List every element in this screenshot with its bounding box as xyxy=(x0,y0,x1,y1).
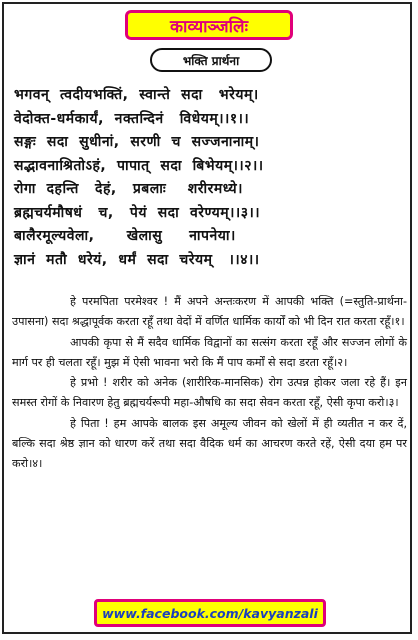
translation-block xyxy=(12,292,407,475)
translation-paragraph: हे परमपिता परमेश्वर ! मैं अपने अन्तःकरण में आपकी भक्ति (=स्तुति-प्रार्थना-उपासना) सदा श्रद्धापूर्वक करता रहूँ तथा वेदों में वर्णित धार्मिक कार्यों को भी दिन रात करता रहूँ।१। xyxy=(12,295,407,329)
translation-paragraph: हे प्रभो ! शरीर को अनेक (शारीरिक-मानसिक) रोग उत्पन्न होकर जला रहे हैं। इन समस्त रोगों के निवारण हेतु ब्रह्मचर्यरूपी महा-औषधि का सदा सेवन करता रहूँ, ऐसी कृपा करो।३। xyxy=(12,376,407,410)
header-title xyxy=(125,10,293,40)
verse-line: वेदोक्त-धर्मकार्यं, नक्तन्दिनं विधेयम्।।१।। xyxy=(14,110,250,127)
verse-line: ज्ञानं मतौ धरेयं, धर्मं सदा चरेयम् ।।४।। xyxy=(14,251,260,268)
translation-paragraph: आपकी कृपा से मैं सदैव धार्मिक विद्वानों का सत्संग करता रहूँ और सज्जन लोगों के मार्ग पर ही चलता रहूँ। मुझ में ऐसी भावना भरो कि मैं पाप कर्मों से सदा डरता रहूँ।२। xyxy=(12,335,407,369)
verse-line: भगवन् त्वदीयभक्तिं, स्वान्ते सदा भरेयम्। xyxy=(14,87,259,103)
facebook-link[interactable]: www.facebook.com/kavyanzali xyxy=(102,605,318,621)
translation-paragraph: हे पिता ! हम आपके बालक इस अमूल्य जीवन को खेलों में ही व्यतीत न कर दें, बल्कि सदा श्रेष्ठ ज्ञान को धारण करें तथा सदा वैदिक धर्म का आचरण करते रहें, ऐसी दया हम पर करो।४। xyxy=(12,416,407,471)
verse-line: बालैरमूल्यवेला, खेलासु नापनेया। xyxy=(14,228,236,244)
footer-link-box[interactable] xyxy=(94,599,326,627)
verse-line: रोगा दहन्ति देहं, प्रबलाः शरीरमध्ये। xyxy=(14,181,243,197)
verse-block xyxy=(14,84,408,272)
verse-line: सद्भावनाश्रितोऽहं, पापात् सदा बिभेयम्।।२।। xyxy=(14,157,264,174)
section-title-text: भक्ति प्रार्थना xyxy=(182,53,240,68)
verse-line: ब्रह्मचर्यमौषधं च, पेयं सदा वरेण्यम्।।३।। xyxy=(14,204,261,221)
header-title-text: काव्याञ्जलिः xyxy=(169,16,248,37)
section-title xyxy=(150,48,272,72)
verse-line: सङ्गः सदा सुधीनां, सरणी च सज्जनानाम्। xyxy=(14,134,260,150)
